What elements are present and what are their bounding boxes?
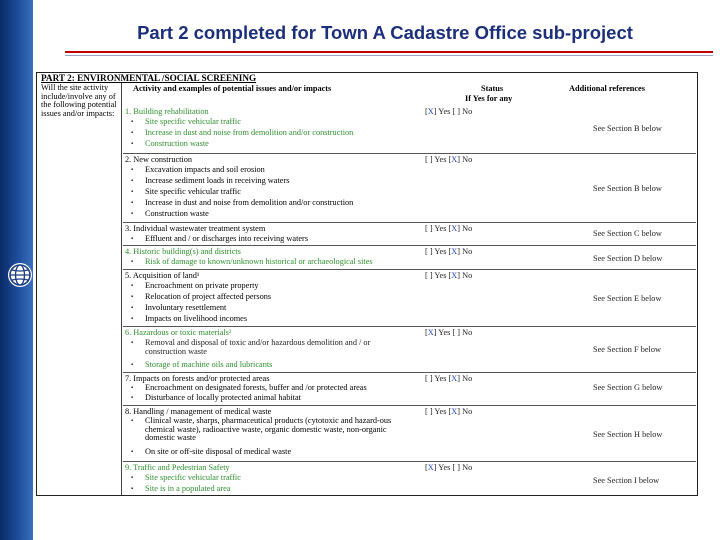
section-hazardous-materials	[123, 326, 696, 373]
section-building-rehabilitation	[123, 106, 696, 153]
status-checkbox[interactable]: [ ] Yes [X] No	[425, 374, 473, 383]
status-checkbox[interactable]: [X] Yes [ ] No	[425, 328, 473, 337]
bullet-item: ▪ Risk of damage to known/unknown historical or archaeological sites	[145, 258, 373, 267]
column-header-status-sub: If Yes for any	[465, 94, 513, 103]
bullet-item: ▪ Encroachment on designated forests, buffer and /or protected areas	[145, 384, 367, 393]
section-wastewater-treatment	[123, 222, 696, 246]
status-checkbox[interactable]: [X] Yes [ ] No	[425, 463, 473, 472]
status-checkbox[interactable]: [X] Yes [ ] No	[425, 107, 473, 116]
bullet-item: ▪ Encroachment on private property	[145, 282, 259, 291]
screening-form	[36, 72, 698, 496]
reference-link: See Section H below	[593, 430, 663, 439]
bullet-item: ▪ Construction waste	[145, 210, 209, 219]
globe-logo-icon	[8, 263, 32, 287]
bullet-item: ▪ Increase sediment loads in receiving waters	[145, 177, 289, 186]
bullet-item: ▪ Impacts on livelihood incomes	[145, 315, 247, 324]
slide-title: Part 2 completed for Town A Cadastre Office sub-project	[137, 22, 633, 43]
title-underline-secondary	[65, 55, 713, 56]
status-checkbox[interactable]: [ ] Yes [X] No	[425, 407, 473, 416]
left-question-label: Will the site activity include/involve any of the following potential issues and/or impacts:	[41, 83, 117, 118]
status-checkbox[interactable]: [ ] Yes [X] No	[425, 247, 473, 256]
section-land-acquisition	[123, 269, 696, 327]
bullet-item: ▪ Site specific vehicular traffic	[145, 118, 241, 127]
bullet-item: ▪ Effluent and / or discharges into receiving waters	[145, 235, 308, 244]
section-medical-waste	[123, 405, 696, 462]
reference-link: See Section G below	[593, 383, 663, 392]
part-header: PART 2: ENVIRONMENTAL /SOCIAL SCREENING	[41, 73, 257, 83]
bullet-item: ▪ Increase in dust and noise from demolition and/or construction	[145, 199, 353, 208]
bullet-item: ▪ Construction waste	[145, 140, 209, 149]
status-checkbox[interactable]: [ ] Yes [X] No	[425, 271, 473, 280]
section-title: 5. Acquisition of land¹	[125, 271, 200, 280]
title-underline	[65, 51, 713, 53]
section-title: 7. Impacts on forests and/or protected areas	[125, 374, 270, 383]
bullet-item: ▪ Involuntary resettlement	[145, 304, 226, 313]
section-forests-protected-areas	[123, 372, 696, 406]
bullet-item: ▪ Site specific vehicular traffic	[145, 188, 241, 197]
bullet-item: ▪ Clinical waste, sharps, pharmaceutical products (cytotoxic and hazard-ous chemical waste), radioactive waste, organic domestic waste, non-organic domestic waste	[145, 417, 400, 443]
section-title: 8. Handling / management of medical waste	[125, 407, 272, 416]
bullet-item: ▪ Site specific vehicular traffic	[145, 474, 241, 483]
reference-link: See Section C below	[593, 229, 662, 238]
section-title: 6. Hazardous or toxic materials²	[125, 328, 232, 337]
section-title: 1. Building rehabilitation	[125, 107, 209, 116]
status-checkbox[interactable]: [ ] Yes [X] No	[425, 224, 473, 233]
bullet-item: ▪ On site or off-site disposal of medical waste	[145, 448, 291, 457]
bullet-item: ▪ Relocation of project affected persons	[145, 293, 271, 302]
reference-link: See Section I below	[593, 476, 660, 485]
column-header-references: Additional references	[569, 84, 645, 93]
reference-link: See Section B below	[593, 124, 662, 133]
section-title: 4. Historic building(s) and districts	[125, 247, 241, 256]
column-divider	[121, 83, 122, 495]
section-traffic-safety	[123, 461, 696, 497]
column-header-status: Status	[481, 84, 504, 93]
section-historic-buildings	[123, 245, 696, 270]
section-title: 9. Traffic and Pedestrian Safety	[125, 463, 230, 472]
reference-link: See Section E below	[593, 294, 662, 303]
bullet-item: ▪ Excavation impacts and soil erosion	[145, 166, 265, 175]
reference-link: See Section F below	[593, 345, 661, 354]
bullet-item: ▪ Removal and disposal of toxic and/or hazardous demolition and / or construction waste	[145, 339, 400, 356]
left-sidebar-band	[0, 0, 33, 540]
reference-link: See Section B below	[593, 184, 662, 193]
section-new-construction	[123, 153, 696, 223]
column-header-activity: Activity and examples of potential issues and/or impacts	[133, 84, 332, 93]
reference-link: See Section D below	[593, 254, 663, 263]
bullet-item: ▪ Site is in a populated area	[145, 485, 230, 494]
bullet-item: ▪ Storage of machine oils and lubricants	[145, 361, 272, 370]
status-checkbox[interactable]: [ ] Yes [X] No	[425, 155, 473, 164]
section-title: 2. New construction	[125, 155, 193, 164]
bullet-item: ▪ Disturbance of locally protected animal habitat	[145, 394, 301, 403]
section-title: 3. Individual wastewater treatment system	[125, 224, 266, 233]
bullet-item: ▪ Increase in dust and noise from demolition and/or construction	[145, 129, 353, 138]
